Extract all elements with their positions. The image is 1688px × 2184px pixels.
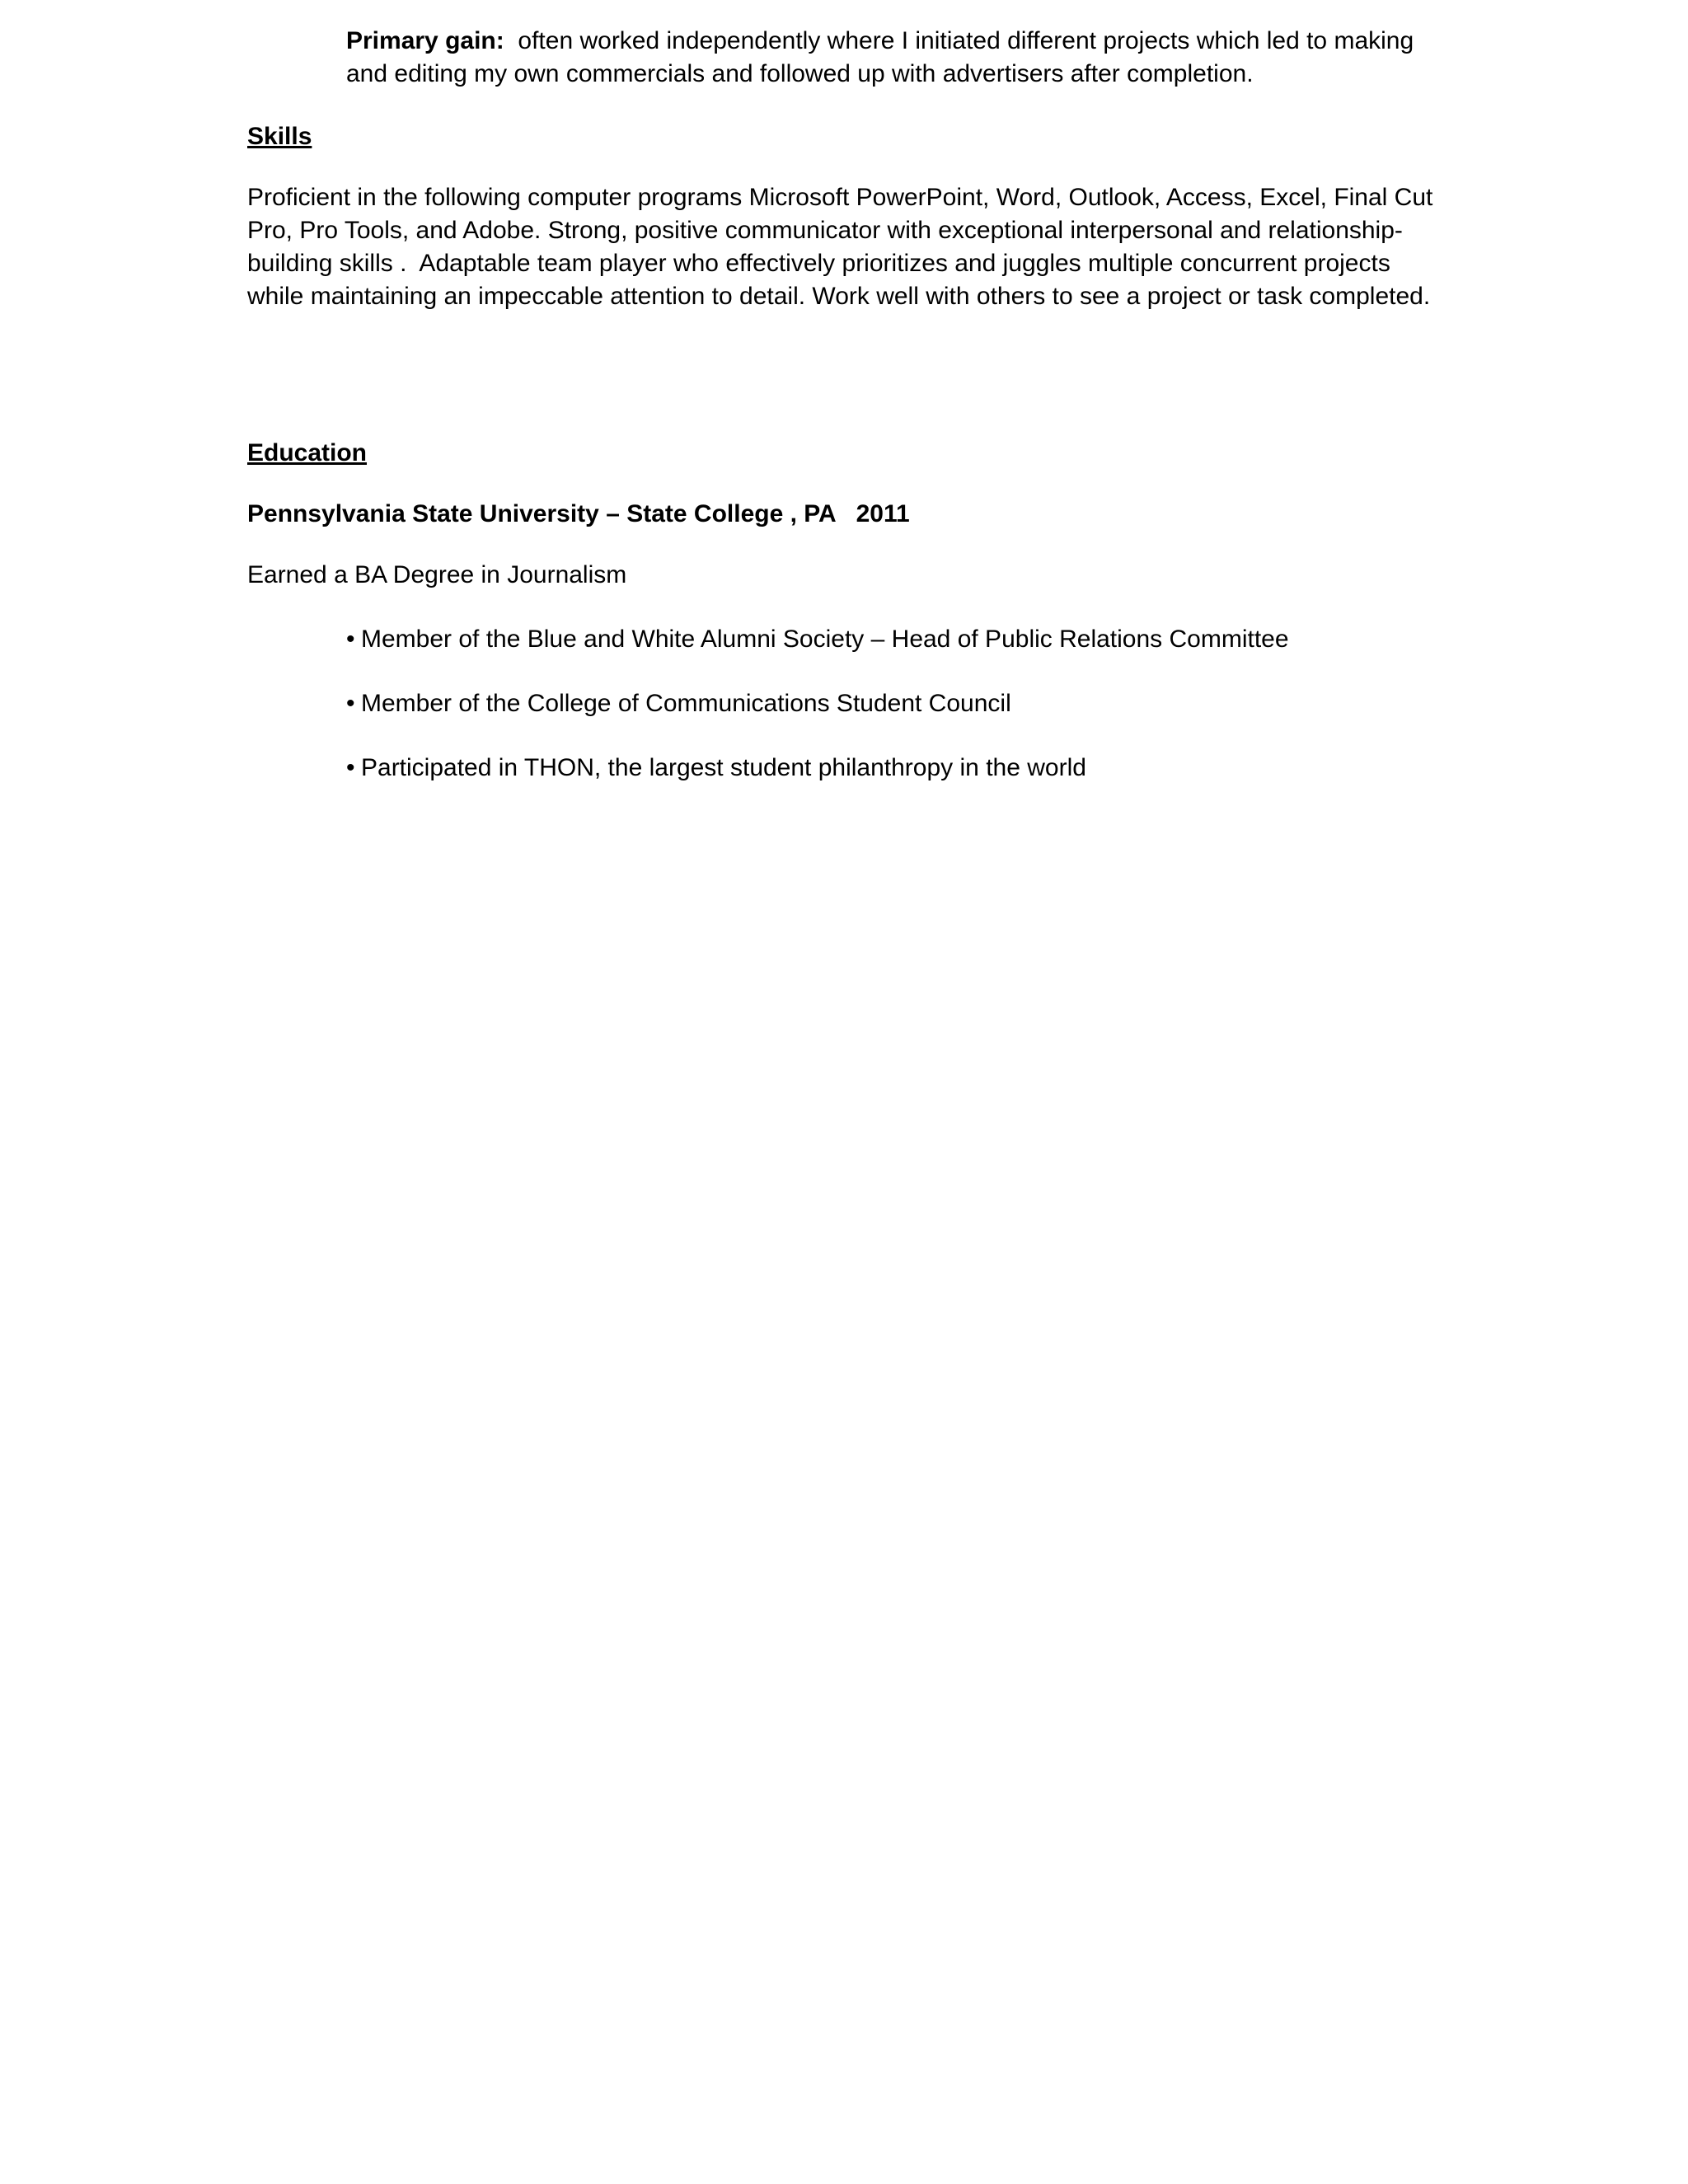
list-item-text: Member of the College of Communications Student Council <box>361 690 1011 717</box>
skills-heading: Skills <box>247 123 312 150</box>
list-item <box>346 752 1418 785</box>
education-heading: Education <box>247 439 368 466</box>
bullet-icon: • <box>346 754 355 781</box>
school-line: Pennsylvania State University – State College , PA 2011 <box>247 500 910 527</box>
primary-gain-paragraph <box>346 25 1418 91</box>
bullet-icon: • <box>346 690 355 717</box>
skills-paragraph: Proficient in the following computer programs Microsoft PowerPoint, Word, Outlook, Access, Excel, Final Cut Pro, Pro Tools, and Adobe. Strong, positive communicator with exceptional interpersonal and relationship-building skills . Adaptable team player who effectively prioritizes and juggles multiple concurrent projects while maintaining an impeccable attention to detail. Work well with others to see a project or task completed. <box>247 184 1440 310</box>
degree-line: Earned a BA Degree in Journalism <box>247 561 627 588</box>
primary-gain-text: often worked independently where I initiated different projects which led to making and editing my own commercials and followed up with advertisers after completion. <box>346 27 1414 87</box>
list-item-text: Member of the Blue and White Alumni Society – Head of Public Relations Committee <box>361 626 1289 653</box>
bullet-icon: • <box>346 626 355 653</box>
primary-gain-label: Primary gain: <box>346 27 504 54</box>
list-item <box>346 687 1418 720</box>
list-item <box>346 623 1418 656</box>
list-item-text: Participated in THON, the largest student philanthropy in the world <box>361 754 1086 781</box>
